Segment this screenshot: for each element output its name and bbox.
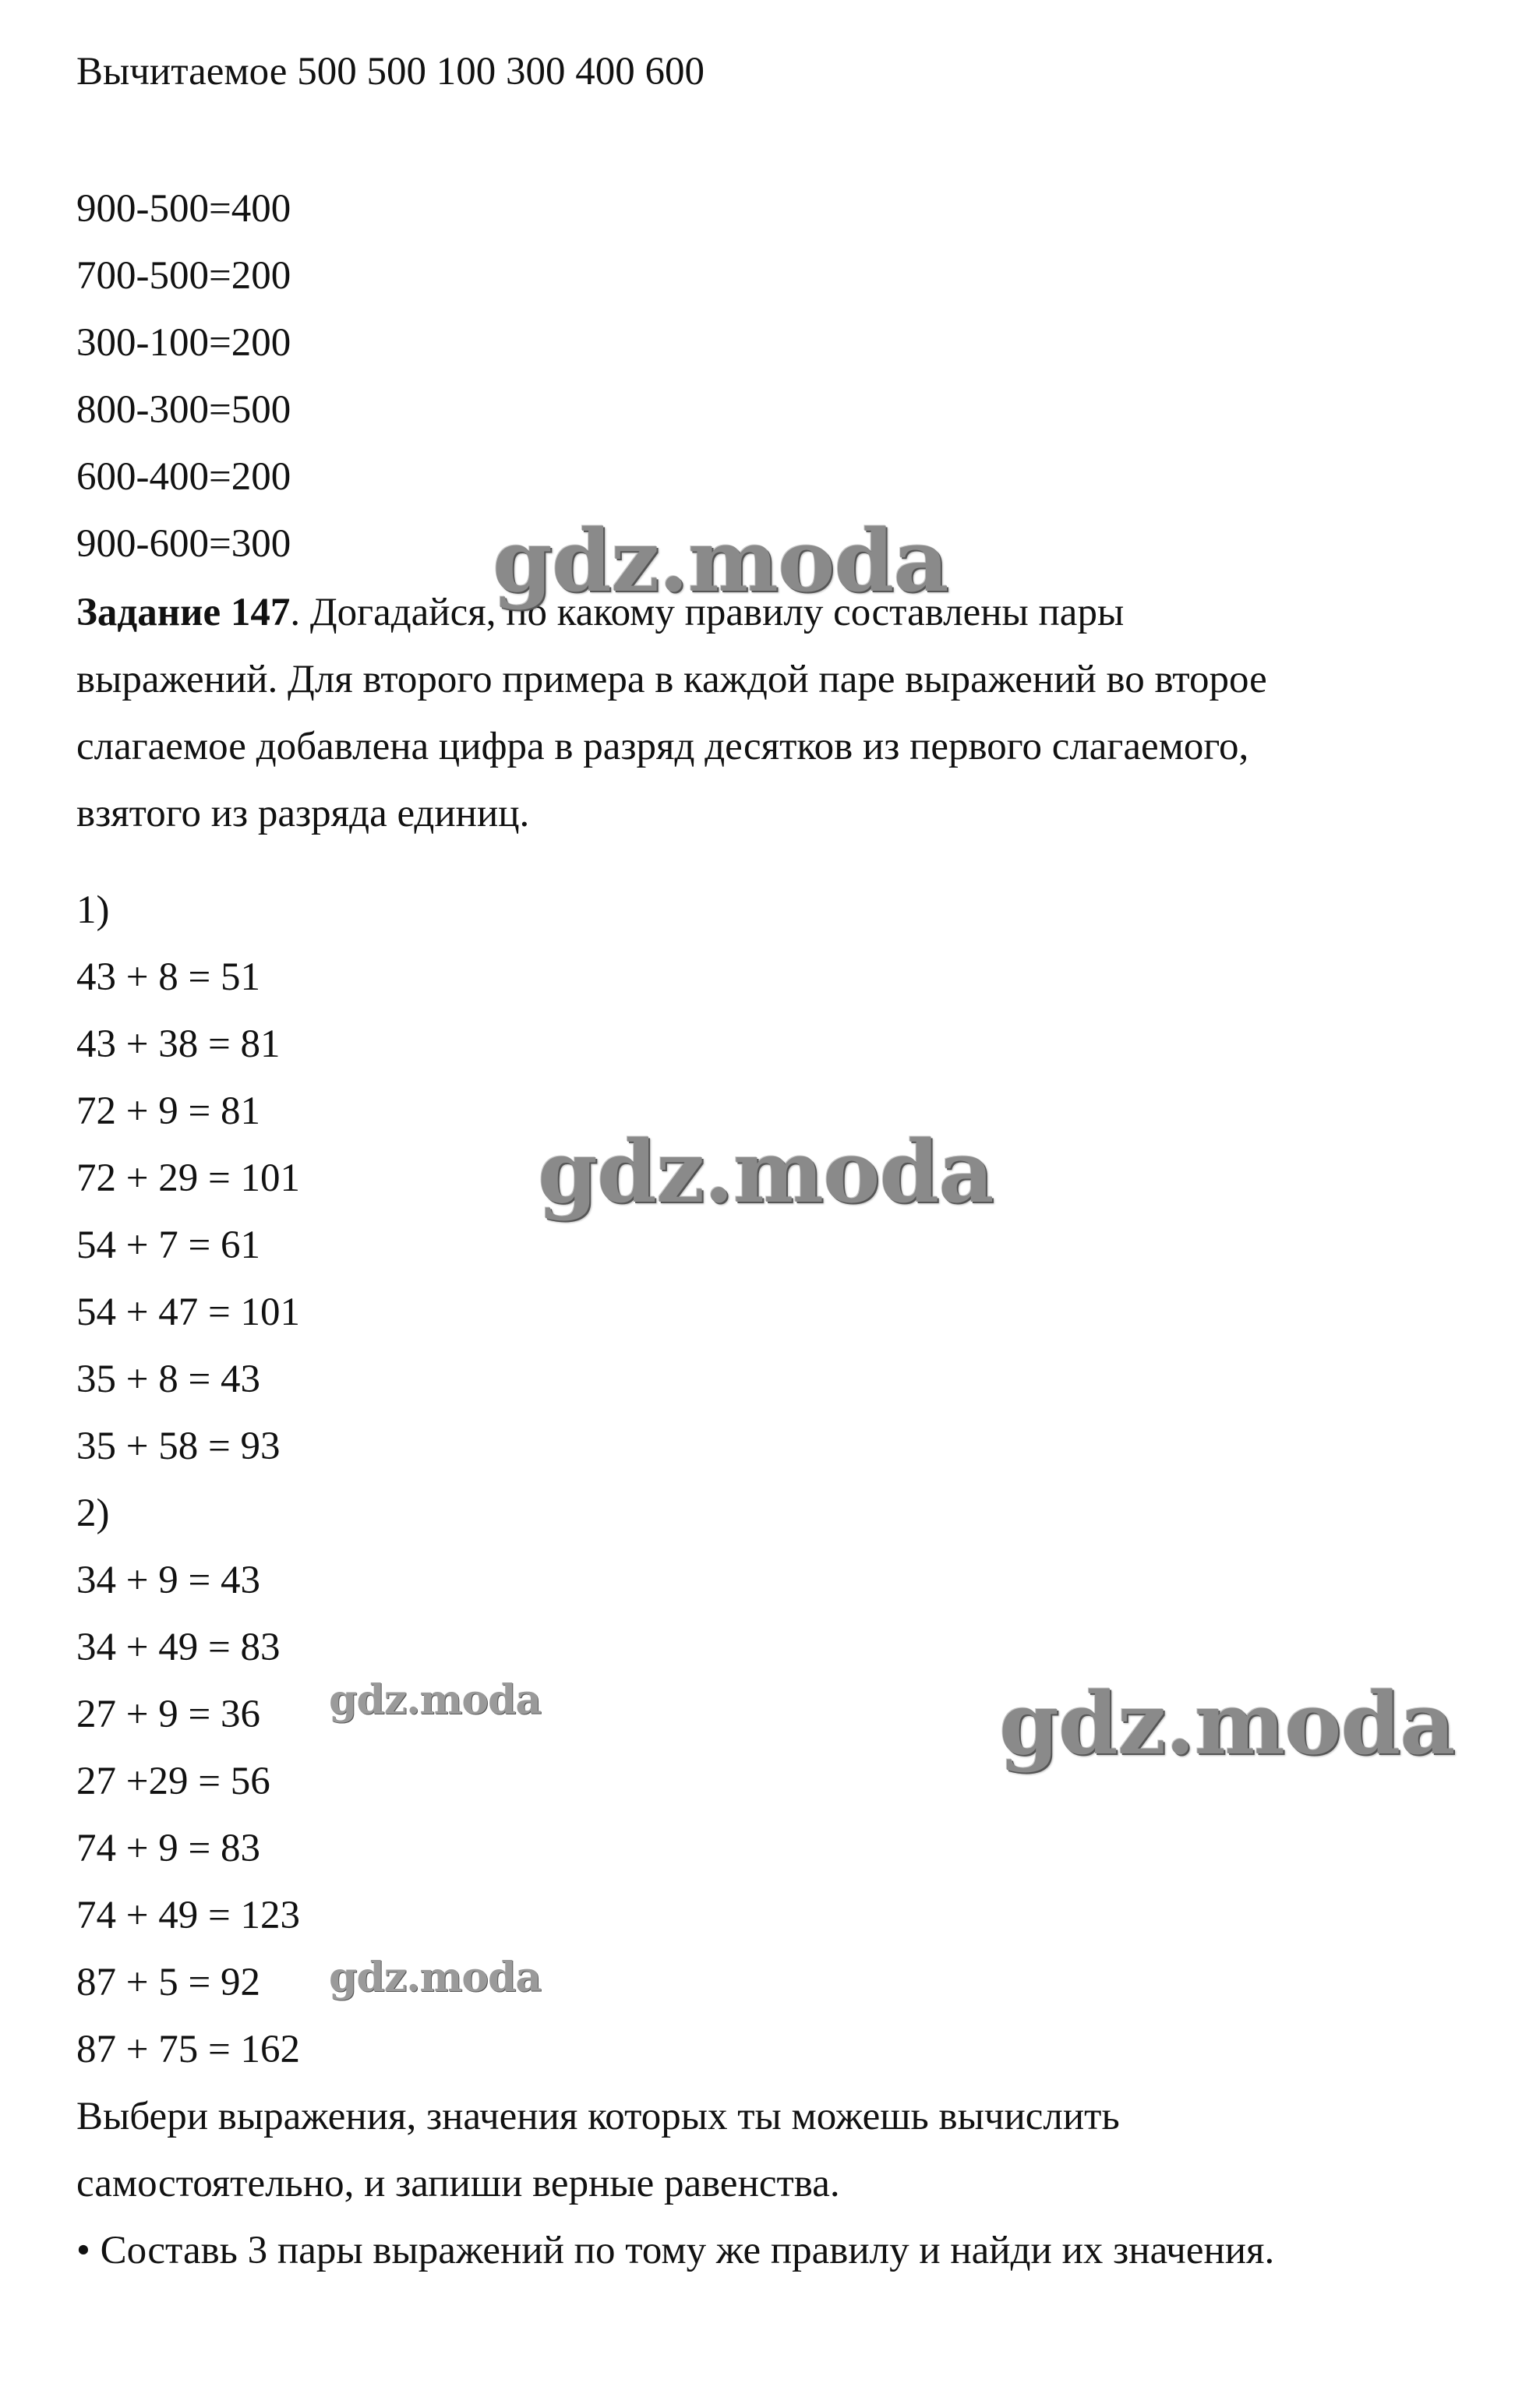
task-text-line: взятого из разряда единиц. <box>76 792 530 835</box>
subtraction-line: 300-100=200 <box>76 321 291 365</box>
equation-line: 34 + 49 = 83 <box>76 1626 281 1669</box>
equation-line: 87 + 5 = 92 <box>76 1961 261 2004</box>
equation-line: 35 + 8 = 43 <box>76 1358 261 1401</box>
watermark-logo: gdz.moda <box>538 1121 994 1222</box>
closing-line: Выбери выражения, значения которых ты можешь вычислить <box>76 2095 1120 2138</box>
equation-line: 74 + 49 = 123 <box>76 1894 301 1937</box>
part-1-label: 1) <box>76 888 110 932</box>
task-text: . Догадайся, по какому правилу составлены пары <box>290 591 1125 634</box>
part-2-label: 2) <box>76 1492 110 1535</box>
watermark-logo: gdz.moda <box>999 1673 1455 1774</box>
subtraction-line: 600-400=200 <box>76 455 291 499</box>
equation-line: 35 + 58 = 93 <box>76 1425 281 1468</box>
subtraction-line: 900-500=400 <box>76 187 291 231</box>
equation-line: 43 + 38 = 81 <box>76 1022 281 1066</box>
equation-line: 43 + 8 = 51 <box>76 955 261 999</box>
closing-line: самостоятельно, и запиши верные равенства. <box>76 2162 840 2205</box>
equation-line: 87 + 75 = 162 <box>76 2028 301 2071</box>
equation-line: 72 + 9 = 81 <box>76 1089 261 1133</box>
watermark-logo: gdz.moda <box>493 510 948 611</box>
closing-line: • Составь 3 пары выражений по тому же правилу и найди их значения. <box>76 2229 1275 2272</box>
equation-line: 72 + 29 = 101 <box>76 1156 301 1200</box>
subtraction-line: 700-500=200 <box>76 254 291 298</box>
task-label: Задание 147 <box>76 591 291 634</box>
task-text-line: выражений. Для второго примера в каждой паре выражений во второе <box>76 658 1267 701</box>
task-text-line: слагаемое добавлена цифра в разряд десятков из первого слагаемого, <box>76 725 1249 768</box>
equation-line: 54 + 7 = 61 <box>76 1223 261 1267</box>
watermark-logo: gdz.moda <box>329 1676 542 1724</box>
subtrahend-line: Вычитаемое 500 500 100 300 400 600 <box>76 50 705 94</box>
subtraction-line: 900-600=300 <box>76 522 291 566</box>
watermark-logo: gdz.moda <box>329 1954 542 2001</box>
subtraction-line: 800-300=500 <box>76 388 291 432</box>
equation-line: 74 + 9 = 83 <box>76 1827 261 1870</box>
equation-line: 27 +29 = 56 <box>76 1760 270 1803</box>
equation-line: 27 + 9 = 36 <box>76 1693 261 1736</box>
equation-line: 54 + 47 = 101 <box>76 1291 301 1334</box>
equation-line: 34 + 9 = 43 <box>76 1559 261 1602</box>
